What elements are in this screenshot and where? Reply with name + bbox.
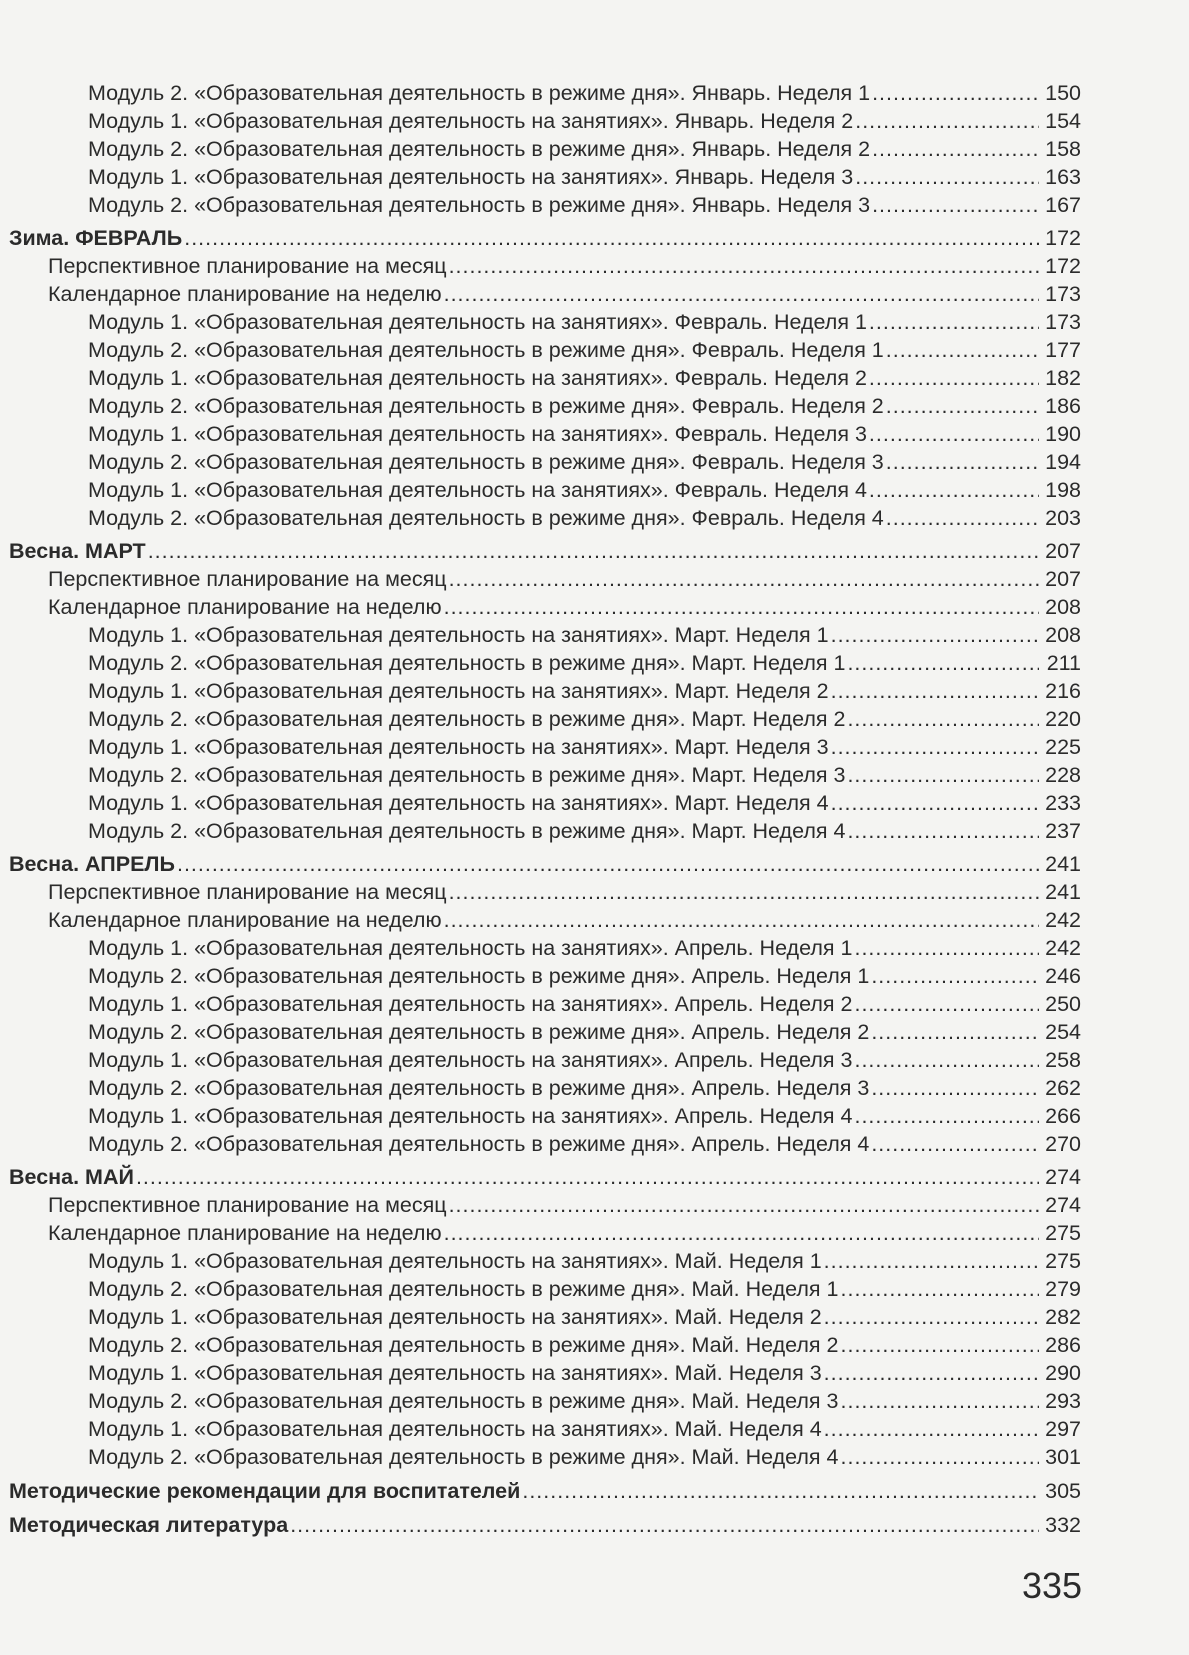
toc-module-entry[interactable] xyxy=(9,1275,1081,1303)
toc-entry-page: 237 xyxy=(1045,819,1081,843)
toc-section-entry[interactable] xyxy=(9,1511,1081,1539)
page-number: 335 xyxy=(1022,1565,1083,1606)
toc-module-entry[interactable] xyxy=(9,336,1081,364)
dot-leader xyxy=(831,789,1039,817)
toc-entry-page: 241 xyxy=(1045,880,1081,904)
toc-entry-title: Перспективное планирование на месяц xyxy=(48,1193,447,1217)
toc-entry-page: 177 xyxy=(1045,338,1081,362)
dot-leader xyxy=(847,649,1039,677)
dot-leader xyxy=(869,364,1039,392)
dot-leader xyxy=(871,1130,1039,1158)
toc-entry-title: Модуль 1. «Образовательная деятельность на занятиях». Май. Неделя 2 xyxy=(88,1305,822,1329)
toc-entry-page: 203 xyxy=(1045,506,1081,530)
toc-module-entry[interactable] xyxy=(9,364,1081,392)
dot-leader xyxy=(886,336,1039,364)
dot-leader xyxy=(871,1074,1039,1102)
dot-leader xyxy=(855,163,1039,191)
dot-leader xyxy=(854,990,1039,1018)
toc-entry-page: 173 xyxy=(1045,310,1081,334)
toc-module-entry[interactable] xyxy=(9,1074,1081,1102)
toc-entry-title: Модуль 2. «Образовательная деятельность в режиме дня». Апрель. Неделя 1 xyxy=(88,964,870,988)
toc-entry-title: Перспективное планирование на месяц xyxy=(48,254,447,278)
toc-entry-page: 190 xyxy=(1045,422,1081,446)
toc-entry-title: Модуль 1. «Образовательная деятельность на занятиях». Январь. Неделя 3 xyxy=(88,165,854,189)
toc-entry-title: Календарное планирование на неделю xyxy=(48,908,442,932)
toc-entry-page: 293 xyxy=(1045,1389,1081,1413)
toc-entry-page: 198 xyxy=(1045,478,1081,502)
toc-module-entry[interactable] xyxy=(9,476,1081,504)
toc-entry-title: Модуль 1. «Образовательная деятельность на занятиях». Апрель. Неделя 1 xyxy=(88,936,853,960)
toc-entry-page: 242 xyxy=(1045,908,1081,932)
toc-entry-page: 301 xyxy=(1045,1445,1081,1469)
toc-entry-page: 262 xyxy=(1045,1076,1081,1100)
toc-entry-page: 286 xyxy=(1045,1333,1081,1357)
toc-entry-page: 241 xyxy=(1045,852,1081,876)
toc-entry-title: Модуль 1. «Образовательная деятельность на занятиях». Апрель. Неделя 2 xyxy=(88,992,853,1016)
dot-leader xyxy=(449,565,1039,593)
dot-leader xyxy=(847,817,1039,845)
dot-leader xyxy=(871,962,1039,990)
toc-subsection-entry[interactable] xyxy=(9,252,1081,280)
toc-section-entry[interactable] xyxy=(9,850,1081,878)
toc-module-entry[interactable] xyxy=(9,677,1081,705)
toc-module-entry[interactable] xyxy=(9,934,1081,962)
toc-module-entry[interactable] xyxy=(9,705,1081,733)
dot-leader xyxy=(522,1477,1039,1505)
toc-entry-page: 279 xyxy=(1045,1277,1081,1301)
toc-entry-page: 305 xyxy=(1045,1479,1081,1503)
toc-entry-page: 172 xyxy=(1045,254,1081,278)
toc-entry-title: Модуль 2. «Образовательная деятельность в режиме дня». Февраль. Неделя 2 xyxy=(88,394,884,418)
toc-entry-title: Весна. АПРЕЛЬ xyxy=(9,852,175,876)
toc-entry-title: Модуль 1. «Образовательная деятельность на занятиях». Март. Неделя 2 xyxy=(88,679,829,703)
dot-leader xyxy=(824,1303,1039,1331)
toc-entry-page: 150 xyxy=(1045,81,1081,105)
toc-entry-page: 207 xyxy=(1045,539,1081,563)
toc-entry-title: Модуль 2. «Образовательная деятельность в режиме дня». Май. Неделя 4 xyxy=(88,1445,839,1469)
toc-section-entry[interactable] xyxy=(9,1163,1081,1191)
dot-leader xyxy=(444,280,1039,308)
toc-entry-page: 274 xyxy=(1045,1193,1081,1217)
dot-leader xyxy=(855,107,1039,135)
toc-entry-title: Модуль 1. «Образовательная деятельность на занятиях». Март. Неделя 3 xyxy=(88,735,829,759)
toc-entry-title: Модуль 2. «Образовательная деятельность в режиме дня». Март. Неделя 3 xyxy=(88,763,846,787)
dot-leader xyxy=(841,1387,1040,1415)
toc-entry-page: 208 xyxy=(1045,595,1081,619)
dot-leader xyxy=(854,1046,1039,1074)
toc-entry-title: Весна. МАЙ xyxy=(9,1165,134,1189)
toc-entry-page: 270 xyxy=(1045,1132,1081,1156)
toc-module-entry[interactable] xyxy=(9,191,1081,219)
toc-entry-title: Модуль 2. «Образовательная деятельность в режиме дня». Февраль. Неделя 4 xyxy=(88,506,884,530)
toc-entry-title: Модуль 1. «Образовательная деятельность на занятиях». Май. Неделя 3 xyxy=(88,1361,822,1385)
dot-leader xyxy=(872,135,1039,163)
toc-entry-title: Модуль 2. «Образовательная деятельность в режиме дня». Март. Неделя 4 xyxy=(88,819,846,843)
dot-leader xyxy=(869,420,1039,448)
dot-leader xyxy=(449,878,1039,906)
toc-entry-title: Модуль 1. «Образовательная деятельность на занятиях». Март. Неделя 1 xyxy=(88,623,829,647)
toc-subsection-entry[interactable] xyxy=(9,878,1081,906)
toc-entry-page: 258 xyxy=(1045,1048,1081,1072)
toc-entry-title: Модуль 2. «Образовательная деятельность в режиме дня». Апрель. Неделя 4 xyxy=(88,1132,870,1156)
toc-entry-title: Модуль 2. «Образовательная деятельность в режиме дня». Февраль. Неделя 1 xyxy=(88,338,884,362)
dot-leader xyxy=(444,906,1039,934)
dot-leader xyxy=(871,1018,1039,1046)
toc-entry-title: Модуль 2. «Образовательная деятельность в режиме дня». Январь. Неделя 1 xyxy=(88,81,871,105)
toc-entry-title: Модуль 1. «Образовательная деятельность на занятиях». Апрель. Неделя 4 xyxy=(88,1104,853,1128)
toc-entry-page: 274 xyxy=(1045,1165,1081,1189)
toc-module-entry[interactable] xyxy=(9,1443,1081,1471)
toc-entry-title: Модуль 1. «Образовательная деятельность на занятиях». Январь. Неделя 2 xyxy=(88,109,854,133)
dot-leader xyxy=(831,677,1039,705)
toc-entry-title: Весна. МАРТ xyxy=(9,539,146,563)
toc-module-entry[interactable] xyxy=(9,1415,1081,1443)
dot-leader xyxy=(831,621,1039,649)
toc-entry-title: Методические рекомендации для воспитателей xyxy=(9,1479,521,1503)
toc-entry-title: Модуль 2. «Образовательная деятельность в режиме дня». Май. Неделя 2 xyxy=(88,1333,839,1357)
toc-entry-title: Модуль 1. «Образовательная деятельность на занятиях». Май. Неделя 4 xyxy=(88,1417,822,1441)
dot-leader xyxy=(449,1191,1039,1219)
toc-module-entry[interactable] xyxy=(9,962,1081,990)
toc-entry-title: Зима. ФЕВРАЛЬ xyxy=(9,226,183,250)
dot-leader xyxy=(449,252,1039,280)
toc-entry-page: 246 xyxy=(1045,964,1081,988)
toc-module-entry[interactable] xyxy=(9,990,1081,1018)
dot-leader xyxy=(854,934,1039,962)
dot-leader xyxy=(841,1331,1040,1359)
toc-module-entry[interactable] xyxy=(9,1359,1081,1387)
toc-entry-page: 211 xyxy=(1046,651,1081,675)
toc-module-entry[interactable] xyxy=(9,1331,1081,1359)
toc-entry-page: 194 xyxy=(1045,450,1081,474)
toc-entry-title: Календарное планирование на неделю xyxy=(48,1221,442,1245)
dot-leader xyxy=(136,1163,1039,1191)
toc-entry-title: Перспективное планирование на месяц xyxy=(48,880,447,904)
toc-entry-page: 250 xyxy=(1045,992,1081,1016)
toc-entry-page: 182 xyxy=(1045,366,1081,390)
dot-leader xyxy=(841,1443,1040,1471)
table-of-contents xyxy=(9,79,1081,1539)
toc-module-entry[interactable] xyxy=(9,420,1081,448)
toc-module-entry[interactable] xyxy=(9,649,1081,677)
toc-entry-page: 163 xyxy=(1045,165,1081,189)
toc-entry-title: Методическая литература xyxy=(9,1513,289,1537)
toc-section-entry[interactable] xyxy=(9,1477,1081,1505)
dot-leader xyxy=(148,537,1039,565)
toc-entry-page: 158 xyxy=(1045,137,1081,161)
toc-entry-title: Модуль 1. «Образовательная деятельность на занятиях». Февраль. Неделя 4 xyxy=(88,478,867,502)
toc-module-entry[interactable] xyxy=(9,504,1081,532)
toc-section-entry[interactable] xyxy=(9,224,1081,252)
toc-module-entry[interactable] xyxy=(9,621,1081,649)
dot-leader xyxy=(444,1219,1039,1247)
toc-entry-page: 297 xyxy=(1045,1417,1081,1441)
dot-leader xyxy=(869,308,1039,336)
toc-module-entry[interactable] xyxy=(9,79,1081,107)
toc-entry-title: Перспективное планирование на месяц xyxy=(48,567,447,591)
toc-module-entry[interactable] xyxy=(9,733,1081,761)
dot-leader xyxy=(847,761,1039,789)
toc-entry-title: Модуль 1. «Образовательная деятельность на занятиях». Апрель. Неделя 3 xyxy=(88,1048,853,1072)
toc-entry-page: 225 xyxy=(1045,735,1081,759)
dot-leader xyxy=(886,392,1039,420)
toc-subsection-entry[interactable] xyxy=(9,593,1081,621)
dot-leader xyxy=(444,593,1039,621)
dot-leader xyxy=(847,705,1039,733)
toc-entry-page: 228 xyxy=(1045,763,1081,787)
toc-entry-title: Календарное планирование на неделю xyxy=(48,595,442,619)
toc-entry-page: 275 xyxy=(1045,1249,1081,1273)
toc-entry-page: 275 xyxy=(1045,1221,1081,1245)
toc-module-entry[interactable] xyxy=(9,1387,1081,1415)
toc-module-entry[interactable] xyxy=(9,789,1081,817)
toc-entry-page: 332 xyxy=(1045,1513,1081,1537)
toc-module-entry[interactable] xyxy=(9,135,1081,163)
toc-entry-title: Модуль 2. «Образовательная деятельность в режиме дня». Май. Неделя 1 xyxy=(88,1277,839,1301)
dot-leader xyxy=(177,850,1039,878)
dot-leader xyxy=(841,1275,1040,1303)
toc-entry-page: 154 xyxy=(1045,109,1081,133)
toc-section-entry[interactable] xyxy=(9,537,1081,565)
toc-entry-page: 290 xyxy=(1045,1361,1081,1385)
toc-module-entry[interactable] xyxy=(9,1303,1081,1331)
dot-leader xyxy=(824,1247,1039,1275)
dot-leader xyxy=(869,476,1039,504)
toc-entry-page: 254 xyxy=(1045,1020,1081,1044)
toc-entry-title: Модуль 1. «Образовательная деятельность на занятиях». Февраль. Неделя 2 xyxy=(88,366,867,390)
dot-leader xyxy=(290,1511,1039,1539)
toc-subsection-entry[interactable] xyxy=(9,1219,1081,1247)
toc-module-entry[interactable] xyxy=(9,1046,1081,1074)
toc-entry-page: 186 xyxy=(1045,394,1081,418)
toc-module-entry[interactable] xyxy=(9,1130,1081,1158)
dot-leader xyxy=(872,191,1039,219)
toc-subsection-entry[interactable] xyxy=(9,565,1081,593)
toc-entry-page: 220 xyxy=(1045,707,1081,731)
toc-entry-page: 282 xyxy=(1045,1305,1081,1329)
toc-entry-title: Модуль 1. «Образовательная деятельность на занятиях». Февраль. Неделя 3 xyxy=(88,422,867,446)
dot-leader xyxy=(184,224,1039,252)
toc-module-entry[interactable] xyxy=(9,163,1081,191)
dot-leader xyxy=(886,448,1039,476)
toc-entry-page: 172 xyxy=(1045,226,1081,250)
dot-leader xyxy=(854,1102,1039,1130)
toc-entry-page: 167 xyxy=(1045,193,1081,217)
toc-entry-title: Модуль 2. «Образовательная деятельность в режиме дня». Январь. Неделя 3 xyxy=(88,193,871,217)
toc-module-entry[interactable] xyxy=(9,1247,1081,1275)
toc-subsection-entry[interactable] xyxy=(9,906,1081,934)
toc-module-entry[interactable] xyxy=(9,1102,1081,1130)
toc-entry-title: Модуль 1. «Образовательная деятельность на занятиях». Февраль. Неделя 1 xyxy=(88,310,867,334)
toc-subsection-entry[interactable] xyxy=(9,280,1081,308)
toc-entry-title: Модуль 2. «Образовательная деятельность в режиме дня». Январь. Неделя 2 xyxy=(88,137,871,161)
dot-leader xyxy=(886,504,1039,532)
toc-entry-title: Модуль 2. «Образовательная деятельность в режиме дня». Апрель. Неделя 3 xyxy=(88,1076,870,1100)
toc-entry-page: 266 xyxy=(1045,1104,1081,1128)
dot-leader xyxy=(824,1359,1039,1387)
toc-entry-title: Модуль 1. «Образовательная деятельность на занятиях». Май. Неделя 1 xyxy=(88,1249,822,1273)
toc-module-entry[interactable] xyxy=(9,1018,1081,1046)
toc-entry-title: Модуль 2. «Образовательная деятельность в режиме дня». Март. Неделя 1 xyxy=(88,651,846,675)
toc-entry-page: 233 xyxy=(1045,791,1081,815)
dot-leader xyxy=(872,79,1039,107)
toc-entry-title: Календарное планирование на неделю xyxy=(48,282,442,306)
toc-entry-title: Модуль 2. «Образовательная деятельность в режиме дня». Апрель. Неделя 2 xyxy=(88,1020,870,1044)
toc-entry-page: 242 xyxy=(1045,936,1081,960)
toc-subsection-entry[interactable] xyxy=(9,1191,1081,1219)
toc-entry-title: Модуль 1. «Образовательная деятельность на занятиях». Март. Неделя 4 xyxy=(88,791,829,815)
toc-module-entry[interactable] xyxy=(9,107,1081,135)
toc-module-entry[interactable] xyxy=(9,392,1081,420)
toc-entry-title: Модуль 2. «Образовательная деятельность в режиме дня». Февраль. Неделя 3 xyxy=(88,450,884,474)
toc-module-entry[interactable] xyxy=(9,761,1081,789)
toc-entry-title: Модуль 2. «Образовательная деятельность в режиме дня». Март. Неделя 2 xyxy=(88,707,846,731)
toc-entry-page: 208 xyxy=(1045,623,1081,647)
toc-entry-page: 216 xyxy=(1045,679,1081,703)
dot-leader xyxy=(831,733,1039,761)
toc-entry-title: Модуль 2. «Образовательная деятельность в режиме дня». Май. Неделя 3 xyxy=(88,1389,839,1413)
toc-entry-page: 173 xyxy=(1045,282,1081,306)
toc-module-entry[interactable] xyxy=(9,448,1081,476)
dot-leader xyxy=(824,1415,1039,1443)
toc-entry-page: 207 xyxy=(1045,567,1081,591)
toc-module-entry[interactable] xyxy=(9,308,1081,336)
toc-module-entry[interactable] xyxy=(9,817,1081,845)
